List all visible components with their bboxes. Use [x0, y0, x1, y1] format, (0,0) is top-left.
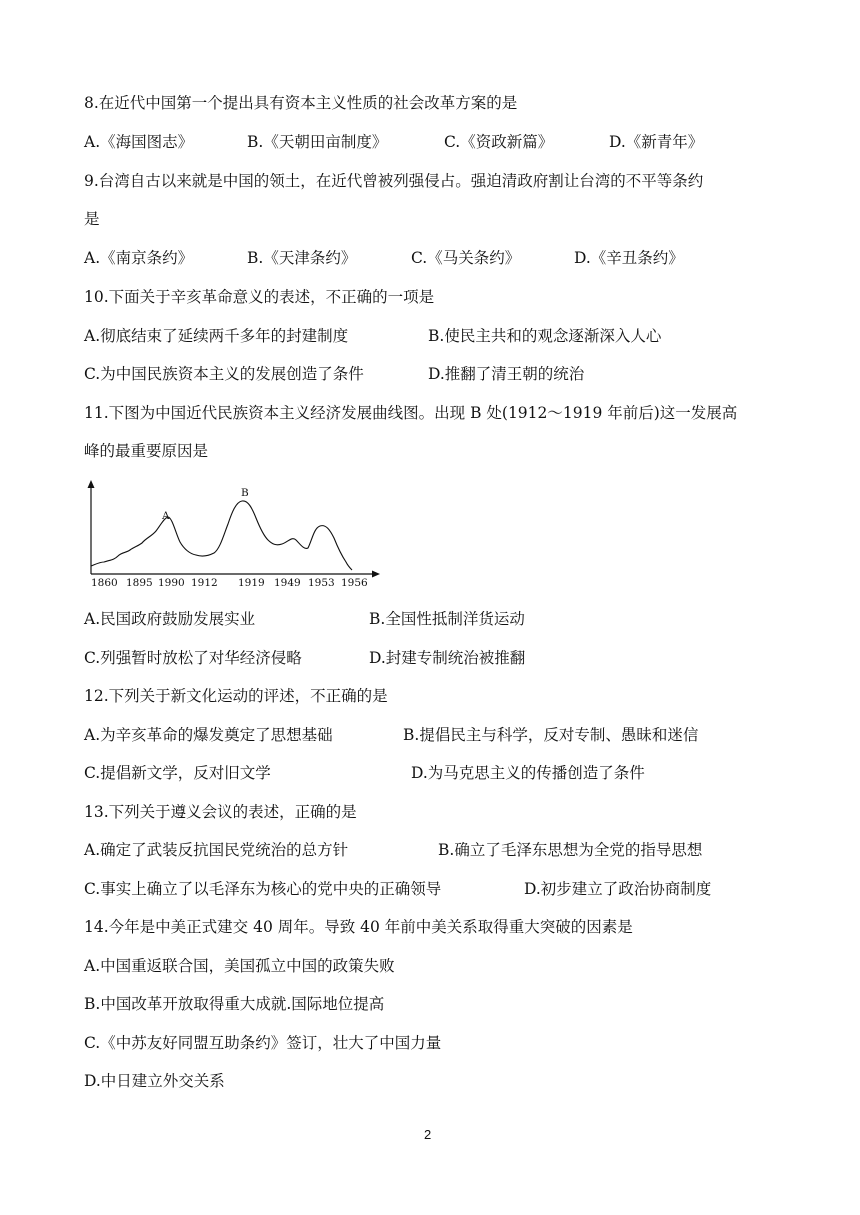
- q14-stem: 14.今年是中美正式建交 40 周年。导致 40 年前中美关系取得重大突破的因素是: [84, 918, 633, 936]
- q12-option-a: A.为辛亥革命的爆发奠定了思想基础: [84, 726, 333, 744]
- page-number: 2: [424, 1127, 432, 1142]
- q8-option-b: B.《天朝田亩制度》: [247, 133, 388, 151]
- chart-x-arrow: [372, 571, 380, 578]
- chart-x-tick-label: 1860: [91, 577, 118, 588]
- q9-option-a: A.《南京条约》: [84, 249, 194, 267]
- q9-stem-line1: 9.台湾自古以来就是中国的领土，在近代曾被列强侵占。强迫清政府割让台湾的不平等条约: [84, 172, 704, 190]
- q9-stem-line2: 是: [84, 210, 100, 228]
- chart-peak-label-b: B: [241, 487, 249, 499]
- q13-option-d: D.初步建立了政治协商制度: [524, 880, 712, 898]
- q11-option-c: C.列强暂时放松了对华经济侵略: [84, 649, 302, 667]
- chart-x-tick-label: 1919: [238, 577, 265, 588]
- chart-x-tick-label: 1912: [191, 577, 218, 588]
- q8-option-c: C.《资政新篇》: [444, 133, 554, 151]
- chart-x-tick-label: 1956: [341, 577, 368, 588]
- q10-stem: 10.下面关于辛亥革命意义的表述，不正确的一项是: [84, 288, 435, 306]
- q9-option-d: D.《辛丑条约》: [574, 249, 684, 267]
- q11-stem-line1: 11.下图为中国近代民族资本主义经济发展曲线图。出现 B 处(1912～1919 年前后)这一发展高: [84, 404, 738, 422]
- q14-option-b: B.中国改革开放取得重大成就.国际地位提高: [84, 995, 385, 1013]
- q12-option-b: B.提倡民主与科学，反对专制、愚昧和迷信: [403, 726, 699, 744]
- chart-y-arrow: [88, 480, 95, 488]
- q8-option-d: D.《新青年》: [609, 133, 704, 151]
- chart-peak-label-a: A: [162, 510, 170, 522]
- chart-x-tick-label: 1990: [158, 577, 185, 588]
- q10-option-d: D.推翻了清王朝的统治: [428, 365, 585, 383]
- chart-curve: [91, 501, 352, 570]
- q9-option-c: C.《马关条约》: [411, 249, 521, 267]
- q11-option-b: B.全国性抵制洋货运动: [369, 610, 525, 628]
- q12-stem: 12.下列关于新文化运动的评述，不正确的是: [84, 687, 388, 705]
- q10-option-c: C.为中国民族资本主义的发展创造了条件: [84, 365, 364, 383]
- q12-option-d: D.为马克思主义的传播创造了条件: [411, 764, 645, 782]
- q14-option-c: C.《中苏友好同盟互助条约》签订，壮大了中国力量: [84, 1034, 442, 1052]
- q8-option-a: A.《海国图志》: [84, 133, 194, 151]
- q10-option-a: A.彻底结束了延续两千多年的封建制度: [84, 327, 349, 345]
- q13-option-a: A.确定了武装反抗国民党统治的总方针: [84, 841, 349, 859]
- q8-stem: 8.在近代中国第一个提出具有资本主义性质的社会改革方案的是: [84, 94, 518, 112]
- chart-x-tick-label: 1895: [126, 577, 153, 588]
- q13-option-c: C.事实上确立了以毛泽东为核心的党中央的正确领导: [84, 880, 442, 898]
- q10-option-b: B.使民主共和的观念逐渐深入人心: [428, 327, 662, 345]
- q11-stem-line2: 峰的最重要原因是: [84, 442, 209, 460]
- q12-option-c: C.提倡新文学，反对旧文学: [84, 764, 271, 782]
- q14-option-d: D.中日建立外交关系: [84, 1072, 225, 1090]
- q14-option-a: A.中国重返联合国，美国孤立中国的政策失败: [84, 957, 395, 975]
- chart-x-tick-label: 1949: [274, 577, 301, 588]
- q13-stem: 13.下列关于遵义会议的表述，正确的是: [84, 803, 357, 821]
- q11-option-a: A.民国政府鼓励发展实业: [84, 610, 256, 628]
- economy-development-chart: [84, 476, 384, 588]
- q13-option-b: B.确立了毛泽东思想为全党的指导思想: [438, 841, 703, 859]
- q9-option-b: B.《天津条约》: [247, 249, 357, 267]
- chart-x-tick-label: 1953: [308, 577, 335, 588]
- q11-option-d: D.封建专制统治被推翻: [369, 649, 526, 667]
